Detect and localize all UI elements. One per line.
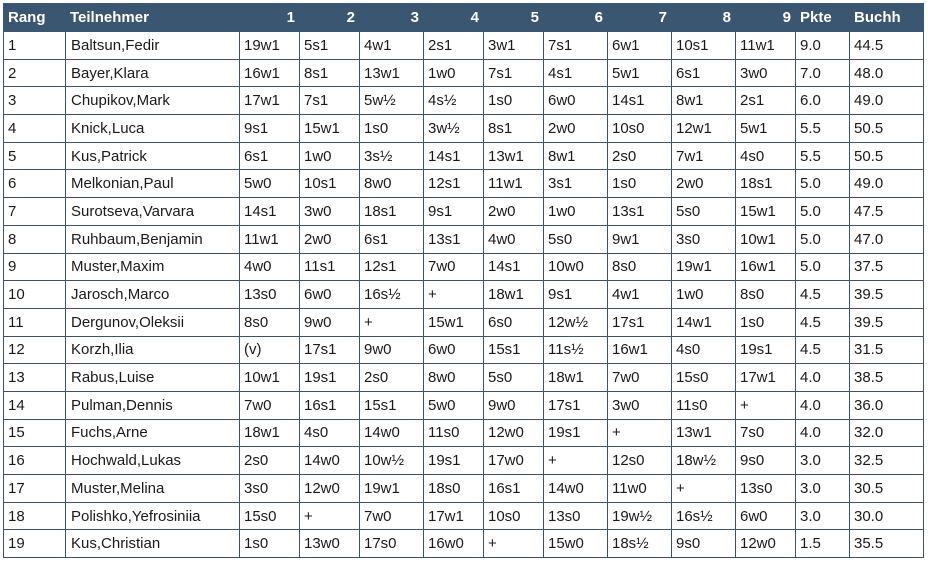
round-9-result-cell: 3w0 [736,59,796,87]
round-2-result-cell: 10s1 [300,170,360,198]
round-8-result-cell: 14w1 [672,308,736,336]
round-4-result-cell: 13s1 [424,225,484,253]
round-4-result-cell: 17w1 [424,502,484,530]
table-row [4,59,924,87]
round-3-result-cell: 18s1 [360,198,424,226]
round-4-result-cell: 8w0 [424,364,484,392]
table-row [4,170,924,198]
round-4-result-cell: 16w0 [424,530,484,558]
round-7-result-cell: 18s½ [608,530,672,558]
round-3-result-cell: 2s0 [360,364,424,392]
round-8-result-cell: 8w1 [672,87,736,115]
round-5-result-cell: 17w0 [484,447,544,475]
buchholz-cell: 50.5 [850,142,924,170]
round-9-result-cell: 9s0 [736,447,796,475]
round-7-result-cell: 10s0 [608,115,672,143]
round-1-result-cell: 8s0 [240,308,300,336]
round-7-result-cell: 2s0 [608,142,672,170]
header-round-6: 6 [544,4,608,32]
round-8-result-cell: 2w0 [672,170,736,198]
round-6-result-cell: + [544,447,608,475]
participant-name-cell: Pulman,Dennis [66,391,240,419]
table-row [4,364,924,392]
round-5-result-cell: + [484,530,544,558]
round-6-result-cell: 12w½ [544,308,608,336]
round-1-result-cell: 18w1 [240,419,300,447]
participant-name-cell: Jarosch,Marco [66,281,240,309]
round-6-result-cell: 9s1 [544,281,608,309]
round-5-result-cell: 8s1 [484,115,544,143]
round-4-result-cell: 9s1 [424,198,484,226]
round-8-result-cell: 15s0 [672,364,736,392]
round-1-result-cell: 3s0 [240,475,300,503]
round-8-result-cell: 9s0 [672,530,736,558]
round-6-result-cell: 19s1 [544,419,608,447]
round-9-result-cell: 4s0 [736,142,796,170]
participant-name-cell: Korzh,Ilia [66,336,240,364]
round-9-result-cell: 19s1 [736,336,796,364]
round-5-result-cell: 7s1 [484,59,544,87]
points-cell: 5.0 [796,253,850,281]
round-8-result-cell: 7w1 [672,142,736,170]
rank-cell: 11 [4,308,66,336]
round-5-result-cell: 11w1 [484,170,544,198]
round-6-result-cell: 14w0 [544,475,608,503]
round-6-result-cell: 8w1 [544,142,608,170]
round-5-result-cell: 18w1 [484,281,544,309]
table-header [4,4,924,32]
round-6-result-cell: 17s1 [544,391,608,419]
rank-cell: 10 [4,281,66,309]
round-1-result-cell: 10w1 [240,364,300,392]
standings-table-container [3,3,924,558]
round-1-result-cell: 7w0 [240,391,300,419]
round-7-result-cell: 8s0 [608,253,672,281]
round-6-result-cell: 11s½ [544,336,608,364]
rank-cell: 3 [4,87,66,115]
round-3-result-cell: 4w1 [360,32,424,60]
round-7-result-cell: 6w1 [608,32,672,60]
round-2-result-cell: 17s1 [300,336,360,364]
round-8-result-cell: 6s1 [672,59,736,87]
round-1-result-cell: 13s0 [240,281,300,309]
buchholz-cell: 35.5 [850,530,924,558]
table-row [4,530,924,558]
buchholz-cell: 32.0 [850,419,924,447]
round-6-result-cell: 4s1 [544,59,608,87]
round-8-result-cell: 5s0 [672,198,736,226]
round-4-result-cell: 4s½ [424,87,484,115]
round-3-result-cell: 12s1 [360,253,424,281]
table-row [4,336,924,364]
round-1-result-cell: 17w1 [240,87,300,115]
round-2-result-cell: 15w1 [300,115,360,143]
table-row [4,447,924,475]
round-7-result-cell: 7w0 [608,364,672,392]
rank-cell: 4 [4,115,66,143]
round-4-result-cell: 1w0 [424,59,484,87]
round-1-result-cell: 19w1 [240,32,300,60]
points-cell: 4.5 [796,281,850,309]
header-row [4,4,924,32]
round-2-result-cell: 7s1 [300,87,360,115]
points-cell: 4.0 [796,391,850,419]
buchholz-cell: 32.5 [850,447,924,475]
round-2-result-cell: 12w0 [300,475,360,503]
buchholz-cell: 36.0 [850,391,924,419]
table-row [4,87,924,115]
table-body [4,32,924,558]
points-cell: 1.5 [796,530,850,558]
table-row [4,308,924,336]
round-9-result-cell: 17w1 [736,364,796,392]
participant-name-cell: Chupikov,Mark [66,87,240,115]
round-4-result-cell: 19s1 [424,447,484,475]
points-cell: 7.0 [796,59,850,87]
rank-cell: 15 [4,419,66,447]
header-round-8: 8 [672,4,736,32]
round-3-result-cell: 7w0 [360,502,424,530]
participant-name-cell: Melkonian,Paul [66,170,240,198]
round-3-result-cell: + [360,308,424,336]
rank-cell: 9 [4,253,66,281]
round-5-result-cell: 3w1 [484,32,544,60]
round-8-result-cell: + [672,475,736,503]
points-cell: 5.0 [796,225,850,253]
buchholz-cell: 49.0 [850,170,924,198]
table-row [4,391,924,419]
round-3-result-cell: 13w1 [360,59,424,87]
round-9-result-cell: 1s0 [736,308,796,336]
round-5-result-cell: 4w0 [484,225,544,253]
buchholz-cell: 50.5 [850,115,924,143]
points-cell: 5.5 [796,142,850,170]
round-9-result-cell: 5w1 [736,115,796,143]
round-3-result-cell: 9w0 [360,336,424,364]
round-3-result-cell: 5w½ [360,87,424,115]
round-5-result-cell: 16s1 [484,475,544,503]
round-5-result-cell: 15s1 [484,336,544,364]
round-7-result-cell: 4w1 [608,281,672,309]
points-cell: 9.0 [796,32,850,60]
round-3-result-cell: 19w1 [360,475,424,503]
rank-cell: 2 [4,59,66,87]
participant-name-cell: Muster,Maxim [66,253,240,281]
table-row [4,115,924,143]
round-3-result-cell: 10w½ [360,447,424,475]
round-4-result-cell: 14s1 [424,142,484,170]
points-cell: 3.0 [796,475,850,503]
round-8-result-cell: 1w0 [672,281,736,309]
round-7-result-cell: 17s1 [608,308,672,336]
round-2-result-cell: 11s1 [300,253,360,281]
round-7-result-cell: 13s1 [608,198,672,226]
round-4-result-cell: 12s1 [424,170,484,198]
round-4-result-cell: 5w0 [424,391,484,419]
round-2-result-cell: 5s1 [300,32,360,60]
table-row [4,142,924,170]
round-5-result-cell: 2w0 [484,198,544,226]
points-cell: 4.5 [796,308,850,336]
rank-cell: 7 [4,198,66,226]
table-row [4,253,924,281]
points-cell: 4.0 [796,419,850,447]
rank-cell: 6 [4,170,66,198]
round-5-result-cell: 10s0 [484,502,544,530]
round-9-result-cell: 12w0 [736,530,796,558]
participant-name-cell: Baltsun,Fedir [66,32,240,60]
round-6-result-cell: 6w0 [544,87,608,115]
table-row [4,225,924,253]
rank-cell: 14 [4,391,66,419]
round-8-result-cell: 13w1 [672,419,736,447]
round-2-result-cell: 19s1 [300,364,360,392]
round-4-result-cell: 15w1 [424,308,484,336]
round-9-result-cell: 16w1 [736,253,796,281]
buchholz-cell: 31.5 [850,336,924,364]
table-row [4,198,924,226]
table-row [4,475,924,503]
round-1-result-cell: 1s0 [240,530,300,558]
participant-name-cell: Dergunov,Oleksii [66,308,240,336]
round-5-result-cell: 1s0 [484,87,544,115]
table-row [4,502,924,530]
round-2-result-cell: 3w0 [300,198,360,226]
rank-cell: 17 [4,475,66,503]
participant-name-cell: Muster,Melina [66,475,240,503]
round-6-result-cell: 15w0 [544,530,608,558]
round-6-result-cell: 3s1 [544,170,608,198]
participant-name-cell: Fuchs,Arne [66,419,240,447]
round-1-result-cell: 9s1 [240,115,300,143]
round-1-result-cell: 11w1 [240,225,300,253]
round-9-result-cell: 18s1 [736,170,796,198]
round-1-result-cell: (v) [240,336,300,364]
points-cell: 3.0 [796,447,850,475]
header-buchholz: Buchh [850,4,924,32]
round-6-result-cell: 18w1 [544,364,608,392]
round-7-result-cell: 9w1 [608,225,672,253]
buchholz-cell: 38.5 [850,364,924,392]
round-6-result-cell: 13s0 [544,502,608,530]
round-3-result-cell: 17s0 [360,530,424,558]
round-2-result-cell: 4s0 [300,419,360,447]
round-2-result-cell: 6w0 [300,281,360,309]
round-6-result-cell: 7s1 [544,32,608,60]
round-2-result-cell: 13w0 [300,530,360,558]
buchholz-cell: 39.5 [850,281,924,309]
round-7-result-cell: 1s0 [608,170,672,198]
round-3-result-cell: 14w0 [360,419,424,447]
round-2-result-cell: 16s1 [300,391,360,419]
header-round-9: 9 [736,4,796,32]
round-5-result-cell: 13w1 [484,142,544,170]
round-8-result-cell: 18w½ [672,447,736,475]
round-8-result-cell: 19w1 [672,253,736,281]
round-7-result-cell: + [608,419,672,447]
round-4-result-cell: 2s1 [424,32,484,60]
round-9-result-cell: 10w1 [736,225,796,253]
buchholz-cell: 47.5 [850,198,924,226]
round-3-result-cell: 16s½ [360,281,424,309]
round-6-result-cell: 1w0 [544,198,608,226]
round-3-result-cell: 3s½ [360,142,424,170]
buchholz-cell: 48.0 [850,59,924,87]
round-7-result-cell: 14s1 [608,87,672,115]
round-4-result-cell: 6w0 [424,336,484,364]
round-5-result-cell: 5s0 [484,364,544,392]
round-1-result-cell: 16w1 [240,59,300,87]
round-1-result-cell: 6s1 [240,142,300,170]
points-cell: 3.0 [796,502,850,530]
round-5-result-cell: 14s1 [484,253,544,281]
round-5-result-cell: 9w0 [484,391,544,419]
round-3-result-cell: 6s1 [360,225,424,253]
buchholz-cell: 39.5 [850,308,924,336]
round-3-result-cell: 1s0 [360,115,424,143]
participant-name-cell: Hochwald,Lukas [66,447,240,475]
round-4-result-cell: 11s0 [424,419,484,447]
round-9-result-cell: 7s0 [736,419,796,447]
round-3-result-cell: 15s1 [360,391,424,419]
participant-name-cell: Kus,Patrick [66,142,240,170]
header-participant: Teilnehmer [66,4,240,32]
round-3-result-cell: 8w0 [360,170,424,198]
rank-cell: 19 [4,530,66,558]
participant-name-cell: Polishko,Yefrosiniia [66,502,240,530]
round-4-result-cell: 7w0 [424,253,484,281]
round-1-result-cell: 5w0 [240,170,300,198]
round-9-result-cell: 13s0 [736,475,796,503]
round-1-result-cell: 4w0 [240,253,300,281]
round-6-result-cell: 2w0 [544,115,608,143]
buchholz-cell: 30.5 [850,475,924,503]
rank-cell: 12 [4,336,66,364]
standings-table [3,3,924,558]
header-points: Pkte [796,4,850,32]
round-6-result-cell: 10w0 [544,253,608,281]
table-row [4,281,924,309]
round-7-result-cell: 3w0 [608,391,672,419]
participant-name-cell: Knick,Luca [66,115,240,143]
round-8-result-cell: 10s1 [672,32,736,60]
round-8-result-cell: 11s0 [672,391,736,419]
rank-cell: 13 [4,364,66,392]
buchholz-cell: 30.0 [850,502,924,530]
round-9-result-cell: 11w1 [736,32,796,60]
round-4-result-cell: 3w½ [424,115,484,143]
points-cell: 6.0 [796,87,850,115]
rank-cell: 5 [4,142,66,170]
round-1-result-cell: 14s1 [240,198,300,226]
round-9-result-cell: 15w1 [736,198,796,226]
round-2-result-cell: 2w0 [300,225,360,253]
points-cell: 5.5 [796,115,850,143]
round-7-result-cell: 16w1 [608,336,672,364]
round-4-result-cell: + [424,281,484,309]
round-9-result-cell: 8s0 [736,281,796,309]
round-9-result-cell: + [736,391,796,419]
rank-cell: 18 [4,502,66,530]
round-9-result-cell: 6w0 [736,502,796,530]
round-6-result-cell: 5s0 [544,225,608,253]
round-5-result-cell: 6s0 [484,308,544,336]
buchholz-cell: 49.0 [850,87,924,115]
round-8-result-cell: 12w1 [672,115,736,143]
round-7-result-cell: 11w0 [608,475,672,503]
header-round-7: 7 [608,4,672,32]
rank-cell: 1 [4,32,66,60]
round-1-result-cell: 2s0 [240,447,300,475]
round-2-result-cell: 8s1 [300,59,360,87]
points-cell: 4.5 [796,336,850,364]
header-round-4: 4 [424,4,484,32]
participant-name-cell: Rabus,Luise [66,364,240,392]
round-4-result-cell: 18s0 [424,475,484,503]
header-round-3: 3 [360,4,424,32]
participant-name-cell: Ruhbaum,Benjamin [66,225,240,253]
participant-name-cell: Surotseva,Varvara [66,198,240,226]
header-round-5: 5 [484,4,544,32]
round-8-result-cell: 4s0 [672,336,736,364]
header-rank: Rang [4,4,66,32]
participant-name-cell: Kus,Christian [66,530,240,558]
table-row [4,32,924,60]
buchholz-cell: 37.5 [850,253,924,281]
points-cell: 5.0 [796,170,850,198]
round-5-result-cell: 12w0 [484,419,544,447]
participant-name-cell: Bayer,Klara [66,59,240,87]
points-cell: 4.0 [796,364,850,392]
round-2-result-cell: 14w0 [300,447,360,475]
round-9-result-cell: 2s1 [736,87,796,115]
rank-cell: 16 [4,447,66,475]
header-round-1: 1 [240,4,300,32]
round-8-result-cell: 3s0 [672,225,736,253]
rank-cell: 8 [4,225,66,253]
round-8-result-cell: 16s½ [672,502,736,530]
round-7-result-cell: 12s0 [608,447,672,475]
header-round-2: 2 [300,4,360,32]
table-row [4,419,924,447]
round-2-result-cell: 9w0 [300,308,360,336]
round-2-result-cell: + [300,502,360,530]
round-1-result-cell: 15s0 [240,502,300,530]
round-7-result-cell: 19w½ [608,502,672,530]
buchholz-cell: 44.5 [850,32,924,60]
buchholz-cell: 47.0 [850,225,924,253]
points-cell: 5.0 [796,198,850,226]
round-2-result-cell: 1w0 [300,142,360,170]
round-7-result-cell: 5w1 [608,59,672,87]
